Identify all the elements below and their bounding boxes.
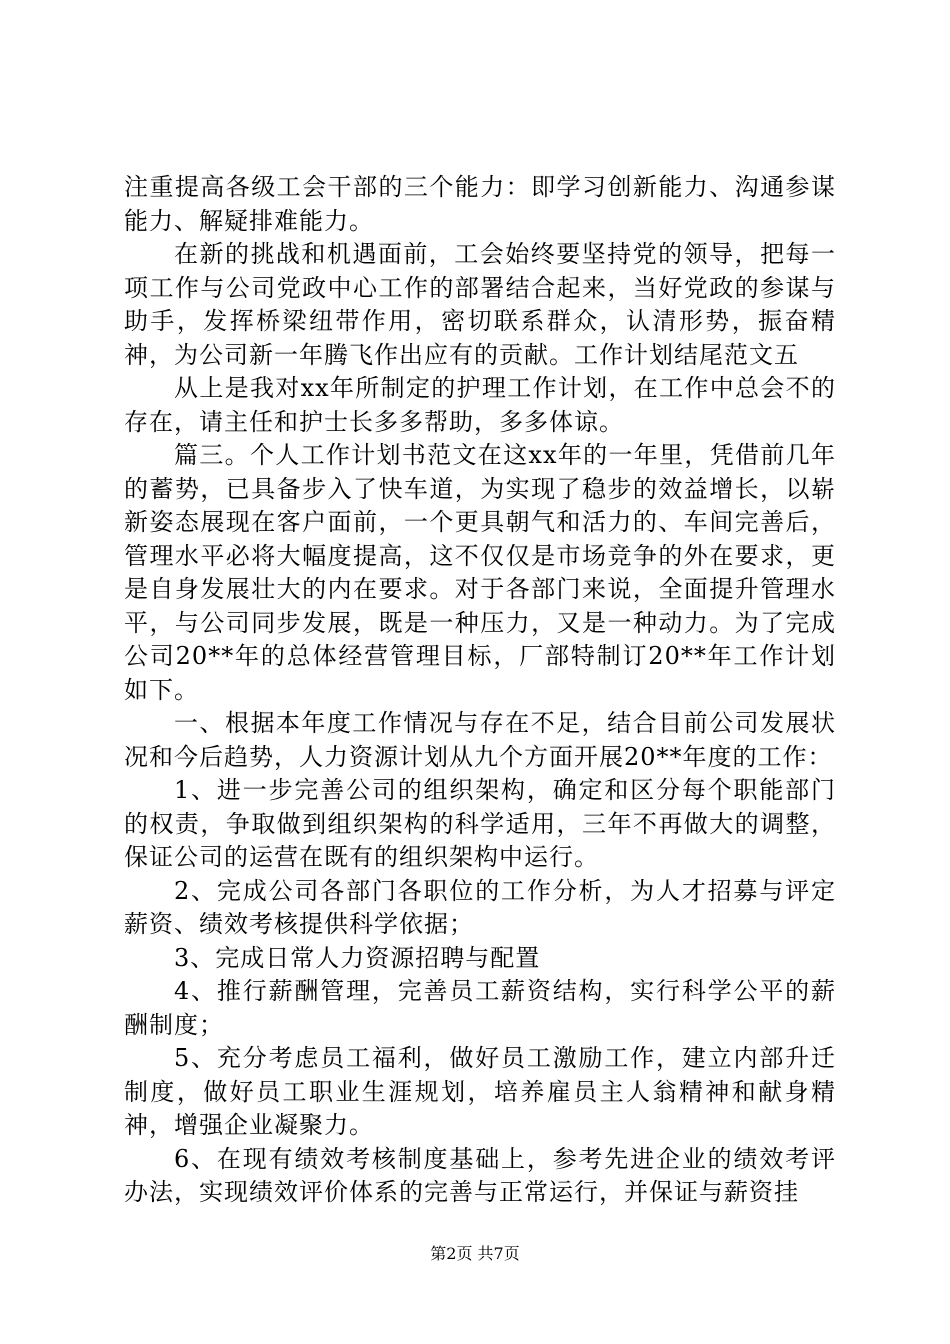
list-item-2: 2、完成公司各部门各职位的工作分析，为人才招募与评定薪资、绩效考核提供科学依据；	[124, 876, 836, 938]
paragraph-union-challenge: 在新的挑战和机遇面前，工会始终要坚持党的领导，把每一项工作与公司党政中心工作的部署结合起来，当好党政的参谋与助手，发挥桥梁纽带作用，密切联系群众，认清形势，振奋精神，为公司新一年腾飞作出应有的贡献。工作计划结尾范文五	[124, 240, 836, 369]
list-item-1: 1、进一步完善公司的组织架构，确定和区分每个职能部门的权责，争取做到组织架构的科学适用，三年不再做大的调整，保证公司的运营在既有的组织架构中运行。	[124, 776, 836, 871]
list-item-6: 6、在现有绩效考核制度基础上，参考先进企业的绩效考评办法，实现绩效评价体系的完善与正常运行，并保证与薪资挂	[124, 1144, 836, 1206]
list-item-3: 3、完成日常人力资源招聘与配置	[174, 943, 541, 972]
paragraph-nursing-plan: 从上是我对xx年所制定的护理工作计划，在工作中总会不的存在，请主任和护士长多多帮助，多多体谅。	[124, 374, 836, 436]
document-body	[124, 171, 836, 1210]
paragraph-chapter-three: 篇三。个人工作计划书范文在这xx年的一年里，凭借前几年的蓄势，已具备步入了快车道，为实现了稳步的效益增长，以崭新姿态展现在客户面前，一个更具朝气和活力的、车间完善后，管理水平必将大幅度提高，这不仅仅是市场竞争的外在要求，更是自身发展壮大的内在要求。对于各部门来说，全面提升管理水平，与公司同步发展，既是一种压力，又是一种动力。为了完成公司20**年的总体经营管理目标，厂部特制订20**年工作计划如下。	[124, 441, 836, 704]
page-number-footer: 第2页 共7页	[430, 1244, 520, 1263]
paragraph-continuation: 注重提高各级工会干部的三个能力：即学习创新能力、沟通参谋能力、解疑排难能力。	[124, 173, 836, 235]
list-item-5: 5、充分考虑员工福利，做好员工激励工作，建立内部升迁制度，做好员工职业生涯规划，培养雇员主人翁精神和献身精神，增强企业凝聚力。	[124, 1044, 836, 1139]
paragraph-section-one: 一、根据本年度工作情况与存在不足，结合目前公司发展状况和今后趋势，人力资源计划从九个方面开展20**年度的工作：	[124, 709, 836, 771]
list-item-4: 4、推行薪酬管理，完善员工薪资结构，实行科学公平的薪酬制度；	[124, 977, 836, 1039]
